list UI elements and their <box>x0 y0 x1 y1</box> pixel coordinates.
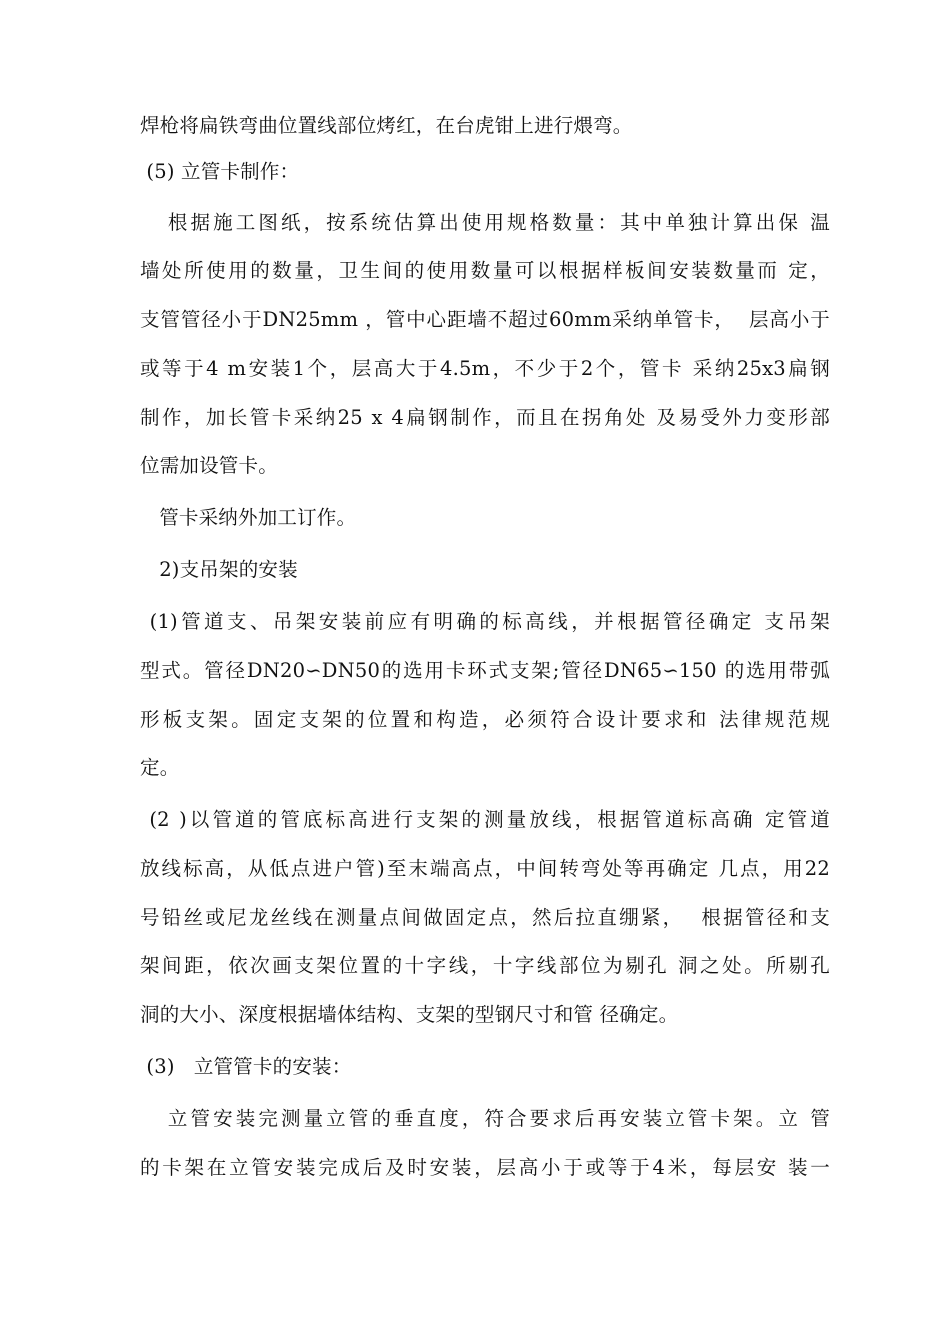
paragraph-line-13: 形板支架。固定支架的位置和构造，必须符合设计要求和 法律规范规 <box>140 708 830 731</box>
section-heading-3: (3) 立管管卡的安装： <box>140 1055 352 1078</box>
paragraph-line-9: 管卡采纳外加工订作。 <box>140 506 357 529</box>
paragraph-line-16: 放线标高，从低点进户管)至末端高点，中间转弯处等再确定 几点，用22 <box>140 857 830 880</box>
paragraph-line-7: 制作，加长管卡采纳25 x 4扁钢制作，而且在拐角处 及易受外力变形部 <box>140 406 830 429</box>
paragraph-line-18: 架间距，依次画支架位置的十字线，十字线部位为剔孔 洞之处。所剔孔 <box>140 954 830 977</box>
paragraph-line-1: 焊枪将扁铁弯曲位置线部位烤红，在台虎钳上进行煨弯。 <box>140 114 633 137</box>
section-heading-5: (5) 立管卡制作： <box>140 160 300 183</box>
paragraph-line-21: 立管安装完测量立管的垂直度，符合要求后再安装立管卡架。立 管 <box>140 1107 830 1130</box>
paragraph-line-17: 号铅丝或尼龙丝线在测量点间做固定点，然后拉直绷紧， 根据管径和支 <box>140 906 830 929</box>
paragraph-line-4: 墙处所使用的数量，卫生间的使用数量可以根据样板间安装数量而 定， <box>140 259 830 282</box>
paragraph-line-6: 或等于4 m安装1个，层高大于4.5m，不少于2个，管卡 采纳25x3扁钢 <box>140 357 830 380</box>
section-heading-2: 2)支吊架的安装 <box>140 558 298 581</box>
paragraph-line-12: 型式。管径DN20∽DN50的选用卡环式支架;管径DN65∽150 的选用带弧 <box>140 659 830 682</box>
paragraph-line-11: (1)管道支、吊架安装前应有明确的标高线，并根据管径确定 支吊架 <box>140 610 830 633</box>
paragraph-line-5: 支管管径小于DN25mm ，管中心距墙不超过60mm采纳单管卡， 层高小于 <box>140 308 830 331</box>
paragraph-line-15: (2 )以管道的管底标高进行支架的测量放线，根据管道标高确 定管道 <box>140 808 830 831</box>
paragraph-line-22: 的卡架在立管安装完成后及时安装，层高小于或等于4米，每层安 装一 <box>140 1156 830 1179</box>
paragraph-line-8: 位需加设管卡。 <box>140 454 278 477</box>
paragraph-line-14: 定。 <box>140 756 180 779</box>
paragraph-line-19: 洞的大小、深度根据墙体结构、支架的型钢尺寸和管 径确定。 <box>140 1003 679 1026</box>
paragraph-line-3: 根据施工图纸，按系统估算出使用规格数量：其中单独计算出保 温 <box>140 211 830 234</box>
